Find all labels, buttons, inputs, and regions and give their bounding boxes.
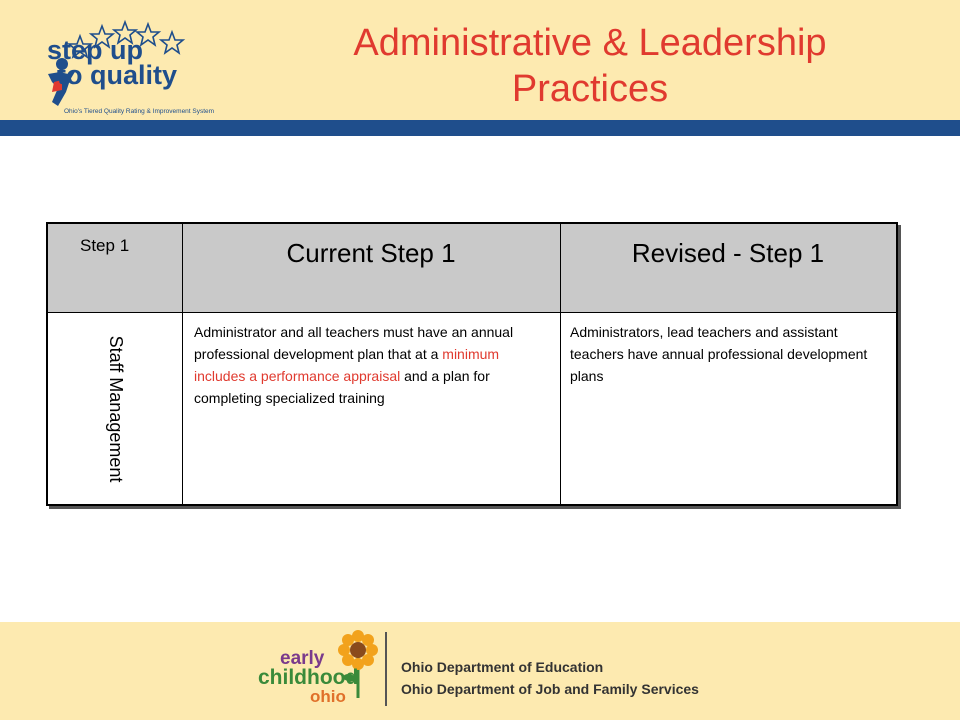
header-divider-bar	[0, 120, 960, 136]
footer-dept-job-family: Ohio Department of Job and Family Services	[401, 681, 699, 697]
header-revised-step-1: Revised - Step 1	[631, 238, 825, 268]
title-line-2: Practices	[511, 68, 669, 110]
footer-dept-education: Ohio Department of Education	[401, 659, 604, 675]
logo-word-childhood: childhood	[258, 666, 359, 689]
early-childhood-ohio-logo	[258, 628, 383, 708]
row-label-cell	[48, 313, 182, 504]
current-text-part-1: Administrator and all teachers must have an annual professional development plan that at a	[194, 324, 514, 362]
row-label-staff-management: Staff Management	[106, 335, 126, 483]
header-step-1: Step 1	[80, 236, 130, 255]
page-title	[280, 20, 900, 112]
logo-word-early: early	[280, 648, 325, 669]
comparison-table	[46, 222, 898, 506]
header-current-step-1: Current Step 1	[286, 238, 456, 268]
logo-text-step-up: step up	[47, 35, 144, 65]
revised-requirement-text: Administrators, lead teachers and assistant teachers have annual professional development plans	[570, 324, 868, 384]
star-icon	[161, 32, 183, 53]
current-text-highlight: minimum includes a performance appraisal	[194, 346, 500, 384]
current-requirement-text	[194, 321, 550, 409]
logo-subtitle: Ohio's Tiered Quality Rating & Improvement System	[64, 108, 215, 115]
current-text-part-2: and a plan for completing specialized training	[194, 368, 490, 406]
title-line-1: Administrative & Leadership	[353, 22, 827, 64]
logo-text-to-quality: to quality	[57, 60, 177, 90]
footer-divider	[385, 632, 387, 706]
logo-word-ohio: ohio	[310, 687, 346, 706]
